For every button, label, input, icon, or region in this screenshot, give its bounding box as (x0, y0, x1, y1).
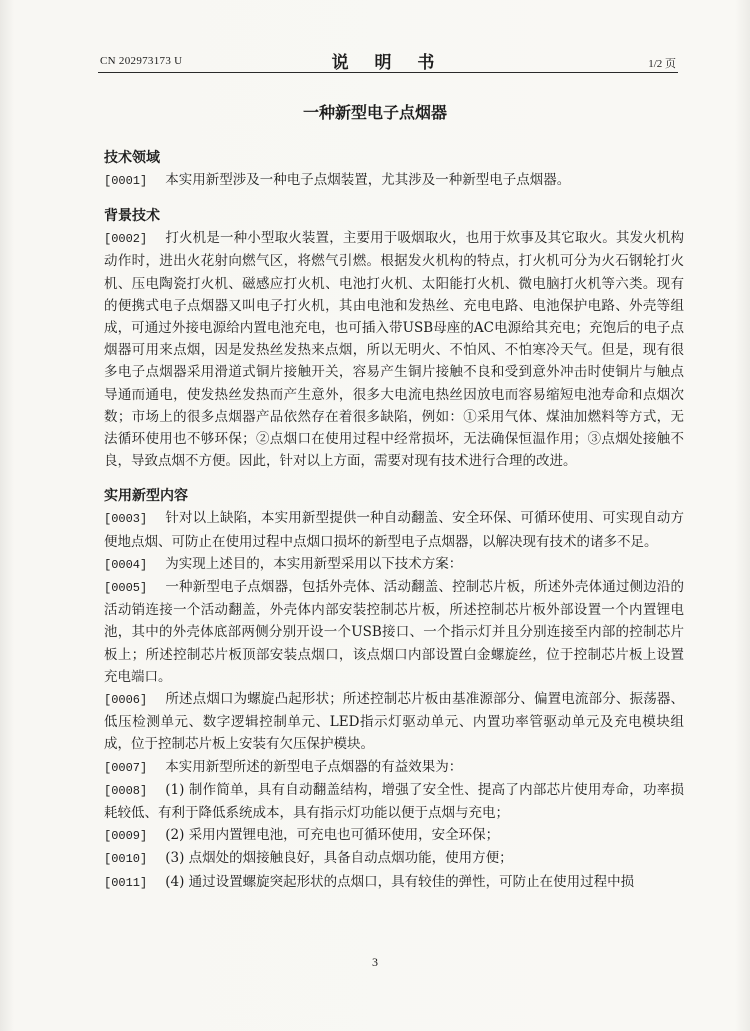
paragraph-number: [0008] (104, 783, 148, 798)
paragraph (104, 227, 684, 472)
paragraph-text: 所述点烟口为螺旋凸起形状；所述控制芯片板由基准源部分、偏置电流部分、振荡器、低压检测单元、数字逻辑控制单元、LED指示灯驱动单元、内置功率管驱动单元及充电模块组成，位于控制芯片板上安装有欠压保护模块。 (104, 691, 684, 753)
document-title: 一种新型电子点烟器 (302, 103, 447, 122)
paragraph-number: [0002] (104, 232, 148, 247)
paragraph-number: [0001] (104, 174, 148, 188)
paragraph-text: 本实用新型所述的新型电子点烟器的有益效果为： (165, 758, 463, 775)
paragraph-number: [0011] (104, 875, 148, 890)
page-number: 3 (372, 955, 378, 969)
paragraph-text: (4) 通过设置螺旋突起形状的点烟口，具有较佳的弹性，可防止在使用过程中损 (165, 873, 635, 890)
paragraph-text: 一种新型电子点烟器，包括外壳体、活动翻盖、控制芯片板，所述外壳体通过侧边沿的活动销连接一个活动翻盖，外壳体内部安装控制芯片板，所述控制芯片板外部设置一个内置锂电池，其中的外壳体底部两侧分别开设一个USB接口、一个指示灯并且分别连接至内部的控制芯片板上；所述控制芯片板顶部安装点烟口，该点烟口内部设置白金螺旋丝，位于控制芯片板上设置充电端口。 (104, 579, 684, 685)
paragraph-number: [0005] (104, 581, 148, 596)
paragraph-text: (3) 点烟处的烟接触良好，具备自动点烟功能，使用方便； (165, 850, 513, 867)
paragraph (104, 553, 684, 576)
section-heading: 背景技术 (104, 208, 160, 225)
section-heading: 技术领域 (104, 150, 160, 166)
paragraph-number: [0009] (104, 829, 148, 844)
paragraph-number: [0006] (104, 693, 148, 708)
paragraph-text: (2) 采用内置锂电池，可充电也可循环使用，安全环保； (165, 827, 500, 844)
paragraph-number: [0007] (104, 760, 148, 775)
paragraph-text: 打火机是一种小型取火装置，主要用于吸烟取火，也用于炊事及其它取火。其发火机构动作时，进出火花射向燃气区，将燃气引燃。根据发火机构的特点，打火机可分为火石钢轮打火机、压电陶瓷打火机、磁感应打火机、电池打火机、太阳能打火机、微电脑打火机等六类。现有的便携式电子点烟器又叫电子打火机，其由电池和发热丝、充电电路、电池保护电路、外壳等组成，可通过外接电源给内置电池充电，也可插入带USB母座的AC电源给其充电；充饱后的电子点烟器可用来点烟，因是发热丝发热来点烟，所以无明火、不怕风、不怕寒冷天气。但是，现有很多电子点烟器采用滑道式铜片接触开关，容易产生铜片接触不良和受到意外冲击时使铜片与触点导通而通电，使发热丝发热而产生意外，很多大电流电热丝因放电而容易缩短电池寿命和点烟次数；市场上的很多点烟器产品依然存在着很多缺陷，例如：①采用气体、煤油加燃料等方式，无法循环使用也不够环保；②点烟口在使用过程中经常损坏，无法确保恒温作用；③点烟处接触不良，导致点烟不方便。因此，针对以上方面，需要对现有技术进行合理的改进。 (104, 230, 684, 470)
section-heading: 实用新型内容 (104, 488, 188, 505)
paragraph (104, 576, 684, 688)
page-header (98, 48, 678, 73)
paragraph (104, 169, 684, 192)
document-type: 说 明 书 (331, 53, 445, 73)
document-body (104, 147, 684, 894)
paragraph (104, 871, 684, 894)
patent-number: CN 202973173 U (100, 55, 183, 67)
paragraph (104, 507, 684, 552)
paragraph (104, 824, 684, 847)
paragraph-text: 针对以上缺陷，本实用新型提供一种自动翻盖、安全环保、可循环使用、可实现自动方便地点烟、可防止在使用过程中点烟口损坏的新型电子点烟器，以解决现有技术的诸多不足。 (104, 510, 684, 550)
paragraph-text: 本实用新型涉及一种电子点烟装置，尤其涉及一种新型电子点烟器。 (165, 172, 571, 188)
paragraph (104, 779, 684, 824)
paragraph-number: [0003] (104, 512, 148, 527)
paragraph (104, 756, 684, 779)
paragraph-text: (1) 制作简单，具有自动翻盖结构，增强了安全性、提高了内部芯片使用寿命，功率损耗较低、有利于降低系统成本，具有指示灯功能以便于点烟与充电； (104, 781, 684, 822)
paragraph (104, 688, 684, 756)
page-label: 1/2 页 (648, 58, 676, 70)
paragraph (104, 847, 684, 870)
paragraph-text: 为实现上述目的，本实用新型采用以下技术方案： (165, 555, 463, 572)
paragraph-number: [0004] (104, 557, 148, 572)
paragraph-number: [0010] (104, 852, 148, 867)
